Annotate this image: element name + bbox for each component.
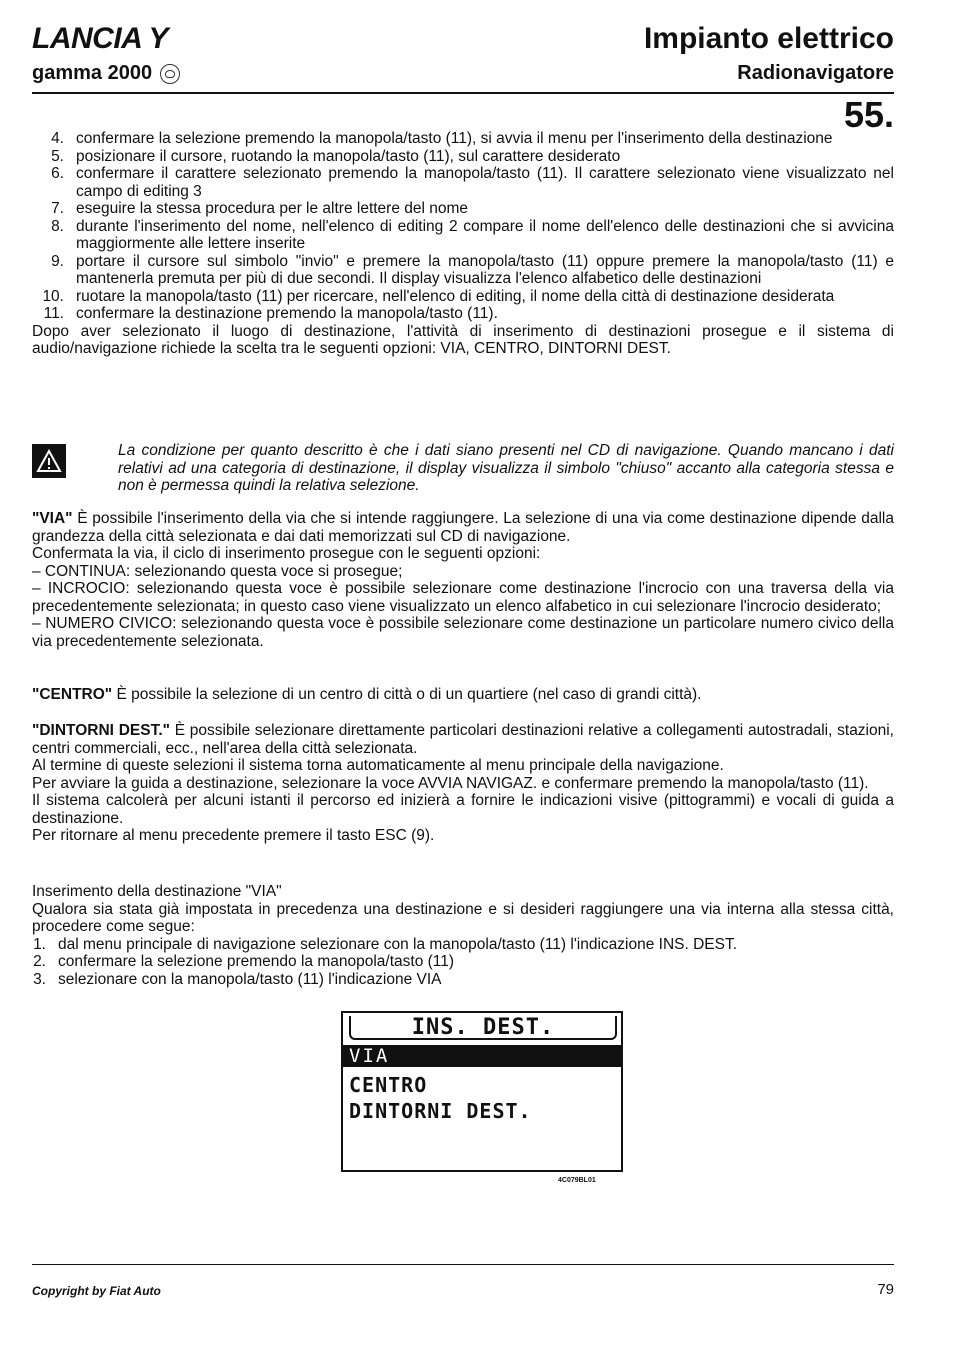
model-range-label: gamma 2000 [32,62,153,84]
dintorni-esc-text: Per ritornare al menu precedente premere il tasto ESC (9). [32,827,435,844]
display-item-dintorni: DINTORNI DEST. [349,1099,532,1123]
step-number: 11. [43,305,64,322]
note-text: La condizione per quanto descritto è che i dati siano presenti nel CD di navigazione. Quando mancano i dati relativi ad una categoria di destinazione, il display visualizza il simbolo "chiuso" accanto alla categoria stessa e non è permessa quindi la relativa selezione. [118,442,894,494]
steps-section [32,130,894,358]
step-text: confermare la destinazione premendo la manopola/tasto (11). [76,305,498,322]
step-text: dal menu principale di navigazione selezionare con la manopola/tasto (11) l'indicazione INS. DEST. [58,935,738,953]
list-item [32,971,894,989]
display-selected-item: VIA [343,1045,621,1067]
step-number: 8. [51,217,64,235]
step-number: 9. [51,252,64,270]
list-item [32,953,894,971]
step-number: 6. [51,165,64,182]
brand-title: LANCIA Y [32,22,169,55]
step-text: selezionare con la manopola/tasto (11) l'indicazione VIA [58,970,442,988]
ins-via-section [32,883,894,988]
step-number: 10. [42,287,64,305]
warning-icon [32,444,66,478]
ins-via-title: Inserimento della destinazione "VIA" [32,883,282,900]
warning-note [32,442,894,495]
step-text: posizionare il cursore, ruotando la manopola/tasto (11), sul carattere desiderato [76,147,621,165]
step-number: 3. [33,970,46,988]
step-number: 4. [51,130,64,147]
via-text: È possibile l'inserimento della via che si intende raggiungere. La selezione di una via come destinazione dipende dalla grandezza della città selezionata e dai dati memorizzati sul CD di navigazione. [32,510,894,545]
list-item [32,936,894,954]
step-number: 1. [33,935,46,953]
centro-label: "CENTRO" [32,686,113,703]
ins-via-intro: Qualora sia stata già impostata in precedenza una destinazione e si desideri raggiungere una via interna alla stessa città, procedere come segue: [32,900,894,935]
model-range [32,62,180,85]
step-text: confermare la selezione premendo la manopola/tasto (11), si avvia il menu per l'inserimento della destinazione [76,130,833,147]
step-text: ruotare la manopola/tasto (11) per ricercare, nell'elenco di editing, il nome della città di destinazione desiderata [76,287,835,305]
list-item [32,165,894,200]
engine-icon [160,64,180,84]
display-title: INS. DEST. [349,1016,617,1040]
options-intro: Dopo aver selezionato il luogo di destinazione, l'attività di inserimento di destinazioni prosegue e il sistema di audio/navigazione richiede la scelta tra le seguenti opzioni: VIA, CENTRO, DINTORNI DEST. [32,322,894,357]
via-section [32,510,894,650]
display-item-centro: CENTRO [349,1073,428,1097]
header-divider [32,92,894,94]
list-item [32,148,894,166]
dintorni-text: È possibile selezionare direttamente particolari destinazioni relative a collegamenti autostradali, stazioni, centri commerciali, ecc., nell'area della città selezionata. [32,722,894,757]
centro-text: È possibile la selezione di un centro di città o di un quartiere (nel caso di grandi città). [112,686,702,703]
navigation-display [341,1011,623,1172]
via-paragraph [32,510,894,545]
via-continue-text: Confermata la via, il ciclo di inserimento prosegue con le seguenti opzioni: [32,545,541,562]
list-item [32,305,894,323]
step-number: 7. [51,200,64,217]
centro-paragraph [32,686,894,704]
step-text: confermare il carattere selezionato premendo la manopola/tasto (11). Il carattere selezionato viene visualizzato nel campo di editing 3 [76,165,894,200]
copyright: Copyright by Fiat Auto [32,1284,161,1298]
list-item [32,218,894,253]
dintorni-return-text: Al termine di queste selezioni il sistema torna automaticamente al menu principale della navigazione. [32,757,724,774]
dintorni-label: "DINTORNI DEST." [32,722,170,739]
step-text: durante l'inserimento del nome, nell'elenco di editing 2 compare il nome dell'elenco delle destinazioni che si avvicina maggiormente alle lettere inserite [76,217,894,252]
subsection-title: Radionavigatore [737,62,894,84]
page-code: 55. [843,94,894,135]
dintorni-section [32,722,894,845]
footer-divider [32,1264,894,1265]
list-item [32,200,894,218]
step-text: confermare la selezione premendo la manopola/tasto (11) [58,953,455,970]
list-item [32,288,894,306]
step-number: 5. [51,147,64,165]
step-number: 2. [33,953,46,970]
dintorni-paragraph [32,722,894,757]
step-text: portare il cursore sul simbolo "invio" e premere la manopola/tasto (11) oppure premere la manopola/tasto (11) e mantenerla premuta per più di due secondi. Il display visualizza l'elenco alfabetico delle destinazioni [76,252,894,287]
centro-section [32,686,894,704]
page-number: 79 [877,1281,894,1298]
via-option-incrocio: – INCROCIO: selezionando questa voce è possibile selezionare come destinazione l'incrocio con una traversa della via precedentemente selezionata; in questo caso viene visualizzato un elenco alfabetico in cui selezionare l'incrocio desiderato; [32,580,894,615]
list-item [32,253,894,288]
step-text: eseguire la stessa procedura per le altre lettere del nome [76,200,469,217]
figure-code: 4C079BL01 [558,1177,596,1184]
via-option-numero-civico: – NUMERO CIVICO: selezionando questa voce è possibile selezionare come destinazione un particolare numero civico della via precedentemente selezionata. [32,615,894,650]
via-option-continua: – CONTINUA: selezionando questa voce si prosegue; [32,562,403,580]
dintorni-start-text: Per avviare la guida a destinazione, selezionare la voce AVVIA NAVIGAZ. e confermare premendo la manopola/tasto (11). [32,774,869,792]
list-item [32,130,894,148]
via-label: "VIA" [32,510,73,527]
section-title: Impianto elettrico [643,22,894,55]
dintorni-calc-text: Il sistema calcolerà per alcuni istanti il percorso ed inizierà a fornire le indicazioni visive (pittogrammi) e vocali di guida a destinazione. [32,792,894,827]
